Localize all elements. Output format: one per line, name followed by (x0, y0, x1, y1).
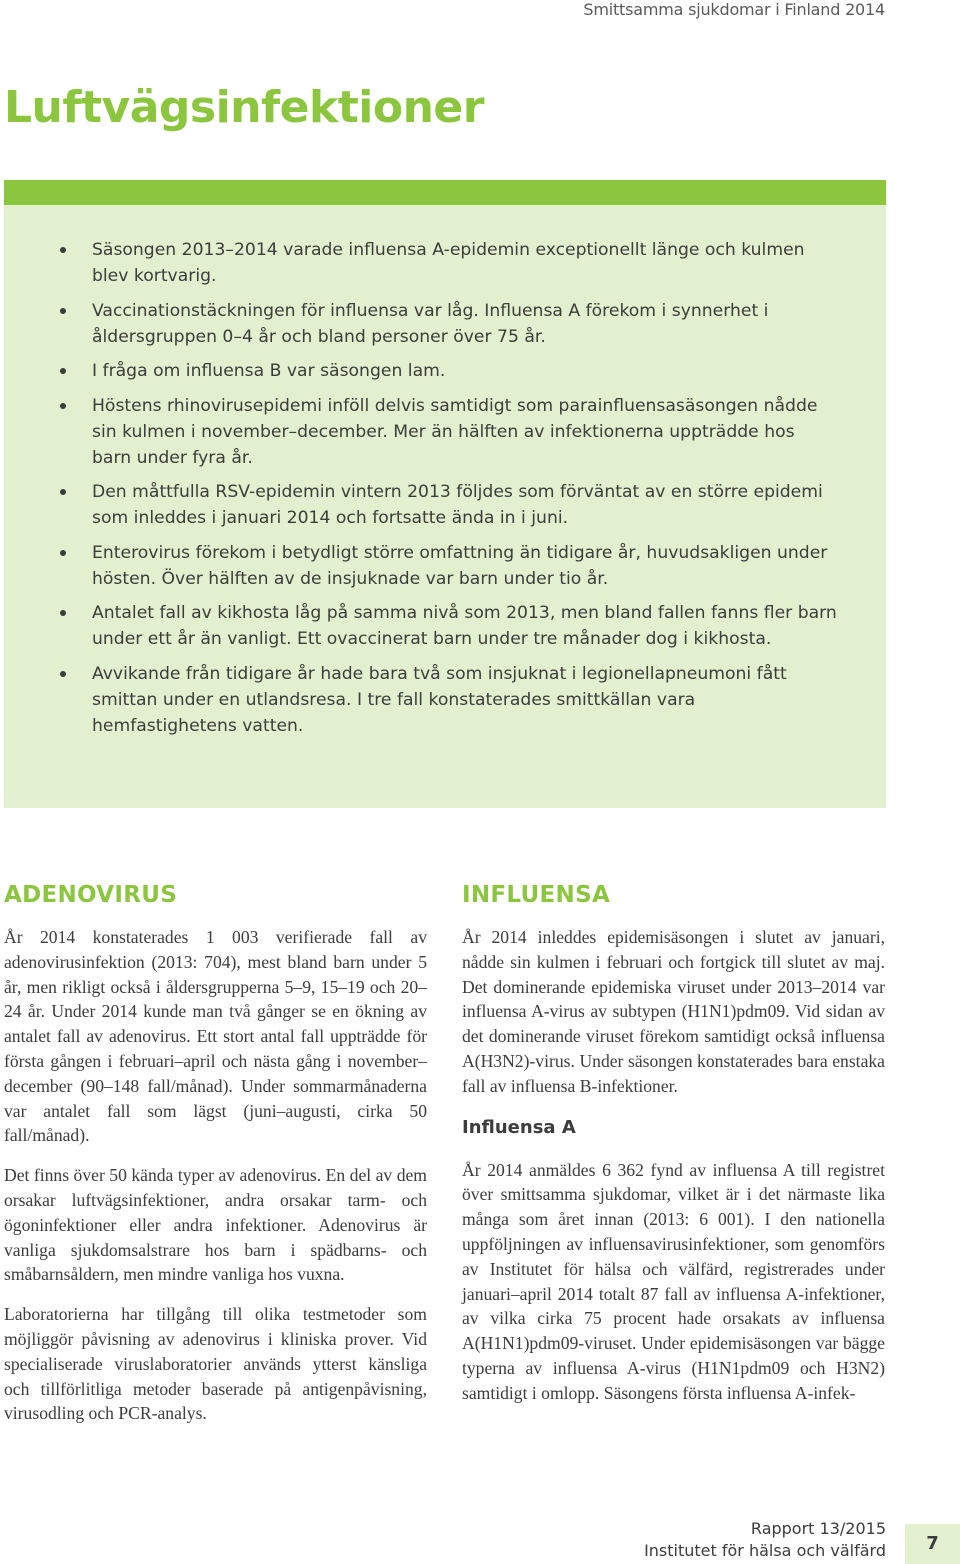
summary-bullet-text: Den måttfulla RSV-epidemin vintern 2013 följdes som förväntat av en större epidemi som inleddes i januari 2014 och fortsatte ända in i juni. (92, 482, 823, 528)
influensa-paragraph: År 2014 inleddes epidemisäsongen i slutet av januari, nådde sin kulmen i februari och fortgick till slutet av maj. Det dominerande epidemiska viruset under 2013–2014 var influensa A-virus av subtypen (H1N1)pdm09. Vid sidan av det dominerande viruset förekom samtidigt också influensa A(H3N2)-virus. Under säsongen konstaterades bara enstaka fall av influensa B-infektioner. (462, 927, 885, 1096)
summary-box-top-bar (4, 180, 886, 205)
summary-bullet (92, 661, 837, 739)
page-number: 7 (905, 1524, 960, 1564)
summary-bullet (92, 237, 837, 289)
summary-bullet-text: Enterovirus förekom i betydligt större omfattning än tidigare år, huvudsakligen under hösten. Över hälften av de insjuknade var barn under tio år. (92, 542, 828, 589)
summary-bullet (92, 540, 837, 592)
summary-bullet-text: Antalet fall av kikhosta låg på samma nivå som 2013, men bland fallen fanns fler barn under ett år än vanligt. Ett ovaccinerat barn under tre månader dog i kikhosta. (92, 603, 837, 649)
influensa-a-paragraph: År 2014 anmäldes 6 362 fynd av influensa A till registret över smittsamma sjukdomar, vilket är i det närmaste lika många som året innan (2013: 6 001). I den nationella uppföljningen av influensavirusinfektioner, som genomförs av Institutet för hälsa och välfärd, registrerades under januari–april 2014 totalt 87 fall av influensa A-infektioner, av vilka cirka 75 procent hade orsakats av influensa A(H1N1)pdm09-viruset. Under epidemisäsongen var bägge typerna av influensa A-virus (H1N1pdm09 och H3N2) samtidigt i omlopp. Säsongens första influensa A-infek- (462, 1159, 885, 1403)
adenovirus-paragraph: Det finns över 50 kända typer av adenovirus. En del av dem orsakar luftvägsinfektioner, andra orsakar tarm- och ögoninfektioner eller andra infektioner. Adenovirus är vanliga sjukdomsalstrare hos barn i spädbarns- och småbarnsåldern, men mindre vanliga hos vuxna. (4, 1165, 427, 1285)
running-header: Smittsamma sjukdomar i Finland 2014 (583, 0, 885, 19)
adenovirus-heading: ADENOVIRUS (4, 882, 178, 908)
summary-bullet (92, 393, 837, 471)
summary-bullet (92, 358, 837, 384)
bullet-dot-icon (60, 403, 66, 409)
summary-bullet (92, 479, 837, 531)
summary-bullet-text: Vaccinationstäckningen för influensa var låg. Influensa A förekom i synnerhet i åldersgruppen 0–4 år och bland personer över 75 år. (92, 300, 769, 347)
summary-bullet-text: I fråga om influensa B var säsongen lam. (92, 361, 446, 381)
bullet-dot-icon (60, 489, 66, 495)
influensa-a-subheading: Influensa A (462, 1116, 576, 1138)
bullet-dot-icon (60, 550, 66, 556)
summary-bullet-text: Höstens rhinovirusepidemi inföll delvis samtidigt som parainfluensasäsongen nådde sin kulmen i november–december. Mer än hälften av infektionerna uppträdde hos barn under fyra år. (92, 395, 818, 468)
page-footer (644, 1518, 886, 1562)
bullet-dot-icon (60, 671, 66, 677)
summary-bullet-text: Avvikande från tidigare år hade bara två som insjuknat i legionellapneumoni fått smittan under en utlandsresa. I tre fall konstaterades smittkällan vara hemfastighetens vatten. (92, 663, 787, 736)
bullet-dot-icon (60, 610, 66, 616)
summary-bullet (92, 600, 837, 652)
influensa-section (462, 880, 885, 1421)
adenovirus-paragraph: Laboratorierna har tillgång till olika testmetoder som möjliggör påvisning av adenovirus i kliniska prover. Vid specialiserade viruslaboratorier används ytterst känsliga och tillförlitliga metoder baserade på antigenpåvisning, virusodling och PCR-analys. (4, 1304, 427, 1424)
summary-bullet-text: Säsongen 2013–2014 varade influensa A-epidemin exceptionellt länge och kulmen blev kortvarig. (92, 240, 805, 286)
summary-box (4, 180, 886, 808)
bullet-dot-icon (60, 308, 66, 314)
adenovirus-paragraph: År 2014 konstaterades 1 003 verifierade fall av adenovirusinfektion (2013: 704), mest bland barn under 5 år, men rikligt också i åldersgrupperna 5–9, 15–19 och 20–24 år. Under 2014 kunde man två gånger se en ökning av antalet fall av adenovirus. Ett stort antal fall uppträdde för första gången i februari–april och nästa gång i november–december (90–148 fall/månad). Under sommarmånaderna var antalet fall som lägst (juni–augusti, cirka 50 fall/månad). (4, 927, 427, 1146)
summary-bullet-list (92, 237, 837, 747)
footer-report-number: Rapport 13/2015 (750, 1519, 886, 1538)
adenovirus-section (4, 880, 427, 1441)
summary-bullet (92, 298, 837, 350)
footer-institute: Institutet för hälsa och välfärd (644, 1541, 886, 1560)
bullet-dot-icon (60, 368, 66, 374)
influensa-heading: INFLUENSA (462, 882, 611, 908)
page-title: Luftvägsinfektioner (4, 82, 484, 133)
bullet-dot-icon (60, 247, 66, 253)
